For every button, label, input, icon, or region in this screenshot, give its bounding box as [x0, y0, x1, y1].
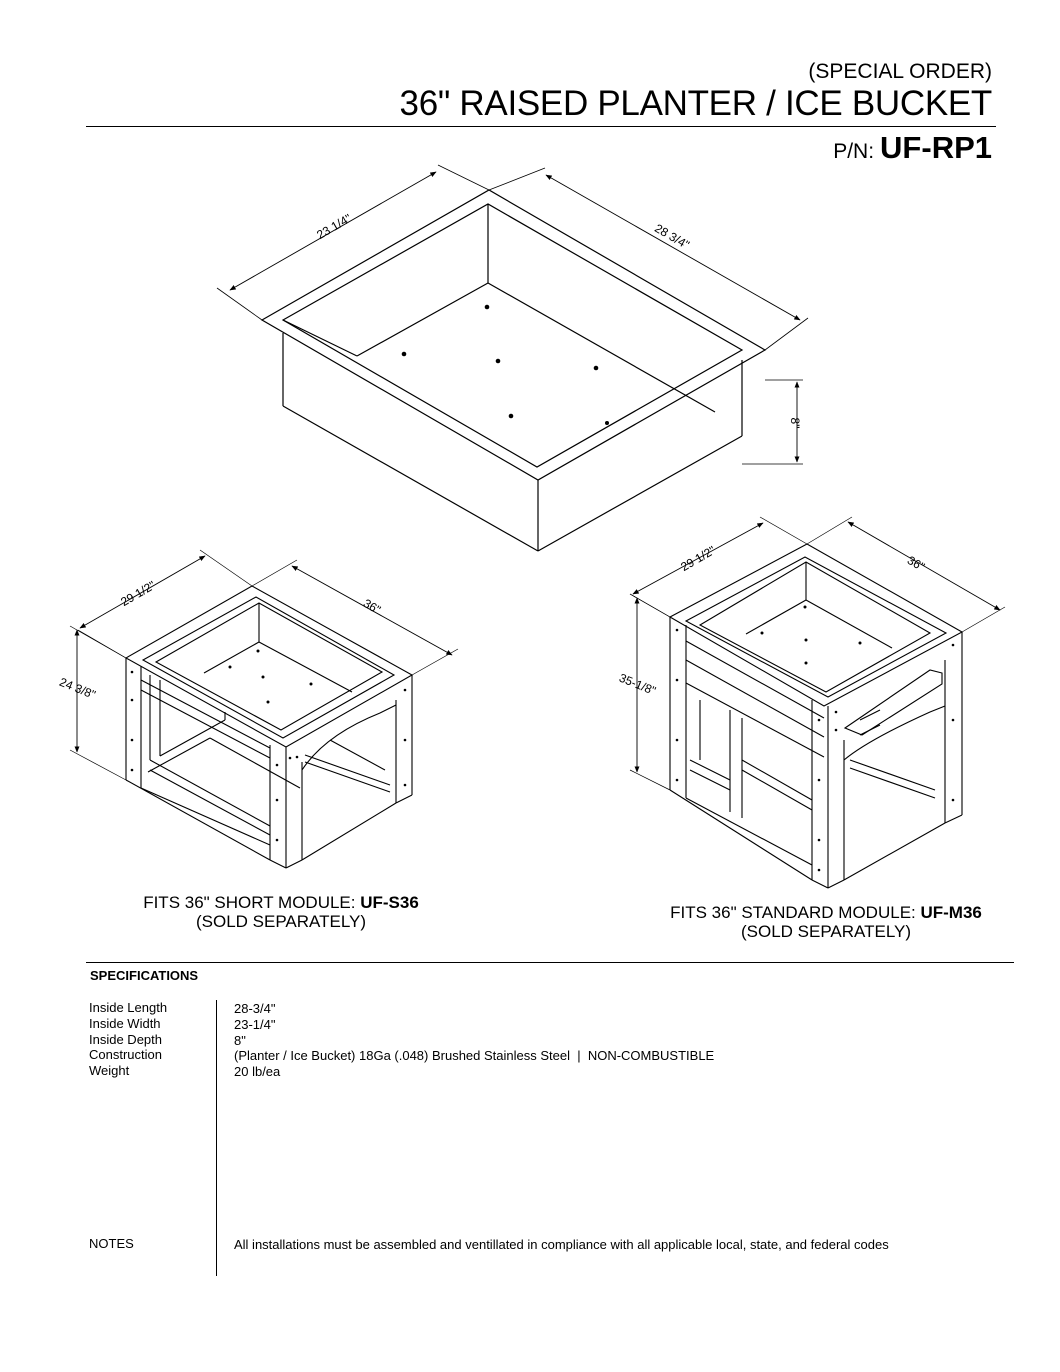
specifications-heading: SPECIFICATIONS	[90, 968, 199, 983]
planter-dim-length: 28 3/4"	[652, 221, 692, 253]
special-order-label: (SPECIAL ORDER)	[808, 60, 992, 83]
specifications-column-divider	[216, 1000, 217, 1276]
spec-value: (Planter / Ice Bucket) 18Ga (.048) Brushed Stainless Steel | NON-COMBUSTIBLE	[234, 1048, 715, 1064]
specifications-divider	[86, 962, 1014, 963]
planter-dim-depth: 8"	[788, 417, 802, 429]
specifications-values	[234, 1001, 714, 1080]
standard-dim-depth: 29 1/2"	[678, 543, 718, 575]
short-dim-height: 24 3/8"	[57, 674, 98, 702]
standard-caption-note: (SOLD SEPARATELY)	[740, 922, 912, 941]
standard-dim-height: 35-1/8"	[617, 670, 658, 698]
part-number-label: P/N:	[833, 140, 875, 163]
spec-value: 8"	[234, 1032, 246, 1048]
spec-value: 23-1/4"	[234, 1016, 276, 1032]
spec-label: Weight	[89, 1063, 130, 1079]
spec-label: Inside Length	[89, 1000, 168, 1015]
planter-dim-width: 23 1/4"	[314, 211, 354, 243]
specifications-labels	[89, 1000, 167, 1079]
standard-caption-prefix: FITS 36" STANDARD MODULE:	[670, 903, 921, 922]
planter-drawing	[217, 165, 808, 551]
spec-value: 20 lb/ea	[234, 1064, 281, 1080]
short-dim-depth: 29 1/2"	[118, 578, 158, 610]
short-caption-model: UF-S36	[360, 893, 419, 912]
standard-module-caption	[650, 903, 1002, 941]
standard-dim-width: 36"	[904, 553, 928, 575]
notes-text: All installations must be assembled and ventillated in compliance with all applicable local, state, and federal codes	[234, 1237, 889, 1252]
spec-label: Construction	[89, 1047, 162, 1063]
document-title: 36" RAISED PLANTER / ICE BUCKET	[399, 84, 992, 123]
short-dim-width: 36"	[360, 596, 384, 618]
short-module-caption	[118, 893, 444, 931]
spec-value: 28-3/4"	[234, 1001, 276, 1016]
notes-label: NOTES	[89, 1236, 134, 1251]
standard-caption-model: UF-M36	[920, 903, 982, 922]
short-caption-note: (SOLD SEPARATELY)	[195, 912, 367, 931]
spec-label: Inside Depth	[89, 1031, 162, 1047]
short-caption-prefix: FITS 36" SHORT MODULE:	[143, 893, 361, 912]
part-number-value: UF-RP1	[880, 130, 992, 165]
spec-label: Inside Width	[89, 1015, 161, 1031]
